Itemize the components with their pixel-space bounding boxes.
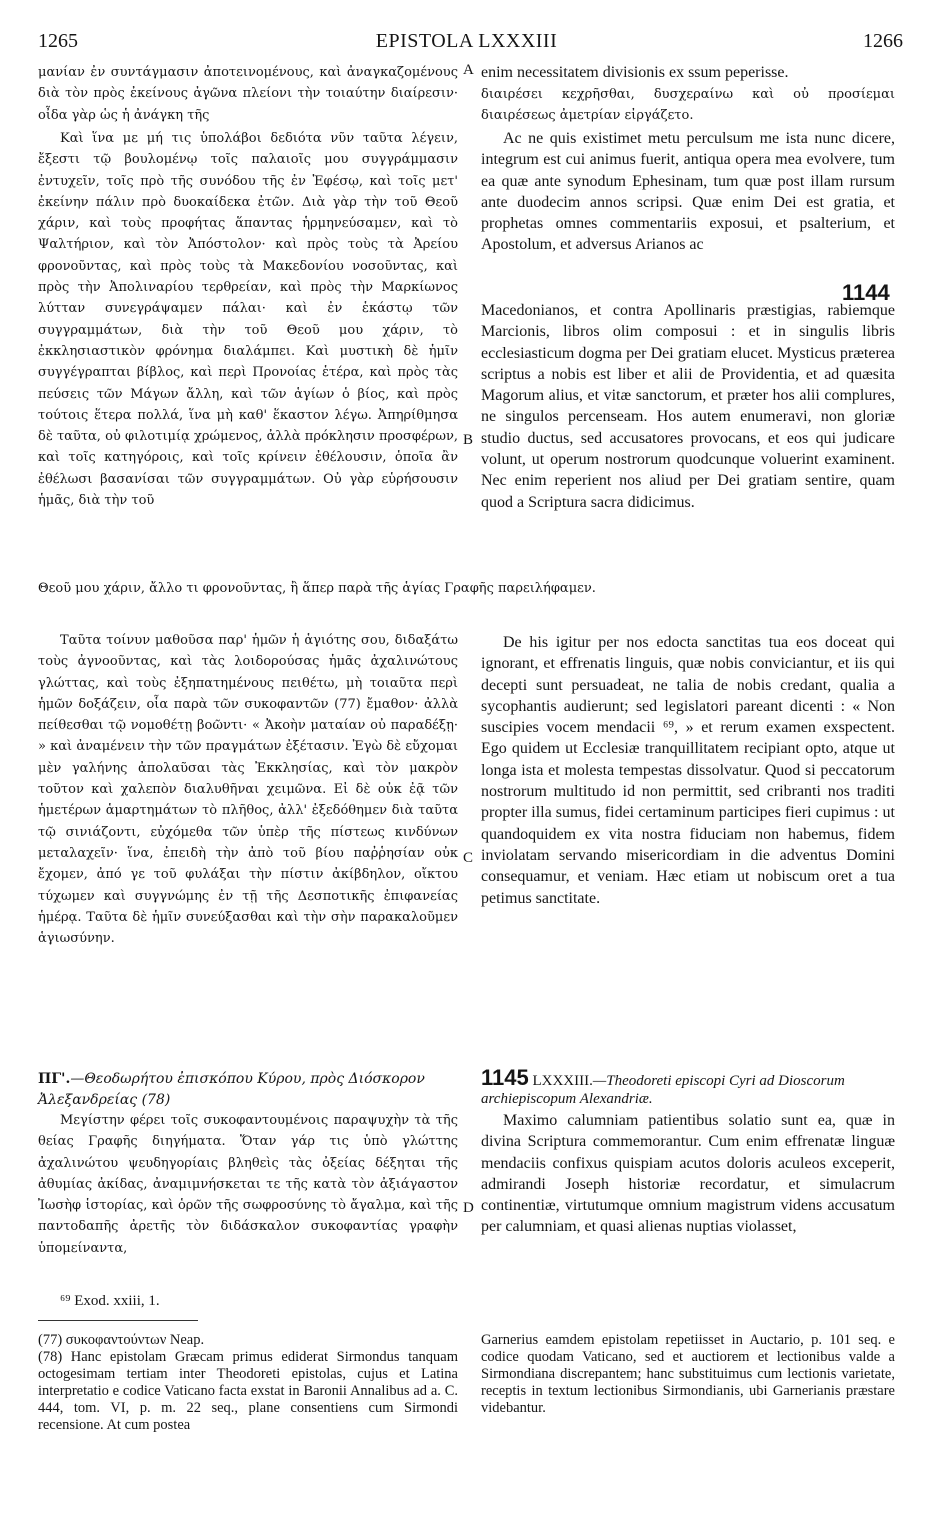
margin-letter-c: C: [463, 850, 474, 866]
footnote-78-continued: Garnerius eamdem epistolam repetiisset in Auctario, p. 101 seq. e codice quodam Vaticano, sed et auctiorem et lectionibus valde a Sirmondiana discrepantem; hanc substituimus cum lectionis varietate, receptis in textum lectionibus Sirmondianis, ubi Garnerianis præstare videbantur.: [481, 1332, 895, 1416]
footnote-divider: [38, 1320, 198, 1321]
footnote-77: (77) συκοφαντούντων Neap.: [38, 1332, 205, 1348]
cross-top-text: διαιρέσει κεχρῆσθαι, δυσχεραίνω καὶ οὐ προσίεμαι διαιρέσεως ἀμετρίαν εἰργάζετο.: [481, 87, 895, 124]
latin-top-lines: [481, 62, 895, 84]
greek-top-text: μανίαν ἐν συντάγμασιν ἀποτεινομένους, καὶ ἀναγκαζομένους διὰ τὸν πρὸς ἐκείνους ἀγῶνα πλείονι τὴν τοιαύτην διαίρεσιν· οἶδα γὰρ ὡς ἡ ἀνάγκη τῆς: [38, 65, 458, 123]
footnotes-right: [481, 1332, 895, 1417]
latin-p1b-text: Macedonianos, et contra Apollinaris præstigias, rabiemque Marcionis, libros olim composui : et in singulis libris ecclesiasticum dogma per Dei gratiam elucet. Mysticus præterea scriptus a nobis est liber et alii de Providentia, et ad quæsita Magorum alius, et vitæ sanctorum, et præter hos alii complures, ne singulos percenseam. Hos autem enumeravi, non gloriæ studio ductus, sed accusatores provocans, et eos qui judicare volunt, ut operum nostrorum quodcunque voluerint examinent. Nec enim reperient nos aliud per Dei gratiam sentire, quam quod a Scriptura sacra didicimus.: [481, 302, 895, 511]
greek-title-number: ΠΓ'.: [38, 1071, 71, 1087]
scripture-reference-note: ⁶⁹ Exod. xxiii, 1.: [60, 1293, 160, 1309]
greek-title-text: —Θεοδωρήτου ἐπισκόπου Κύρου, πρὸς Διόσκορον Ἀλεξανδρείας (78): [38, 1071, 425, 1108]
footnotes-left: [38, 1332, 458, 1434]
latin-p3-text: Maximo calumniam patientibus solatio sunt ea, quæ in divina Scriptura commemorantur. Cum enim effrenatæ linguæ mendaciis confixus quispiam acutos doloris aculeos exceperit, admirandi Joseph historiæ recordatur, et simulacrum continentiæ, virtutumque omnium magistrum videns accusatum per calumniam, et quasi alienas nuptias violasset,: [481, 1112, 895, 1236]
column-number-1144: 1144: [842, 280, 890, 305]
latin-p1-text: Ac ne quis existimet metu perculsum me ista nunc dicere, integrum est cui animus fuerit, antiqua opera mea evolvere, tum ea quæ ante synodum Ephesinam, tum quæ post illam rursum ante duodecim annos scripsi. Quæ enim Dei est gratia, et prophetas omnes commentariis exposui, et psalterium, et Apostolum, et adversus Arianos ac: [481, 130, 895, 254]
cross-column-middle: [38, 578, 898, 622]
margin-letter-b: B: [463, 432, 474, 448]
running-title: EPISTOLA LXXXIII: [375, 30, 558, 52]
margin-letter-d: D: [463, 1200, 474, 1216]
greek-letter-title: [38, 1069, 458, 1111]
latin-paragraph-1b: [481, 300, 895, 588]
greek-paragraph-3: [38, 1110, 458, 1285]
latin-letter-title: [481, 1065, 895, 1108]
greek-paragraph-2: [38, 630, 458, 1060]
page-header: [0, 30, 933, 58]
column-number-1145: 1145: [481, 1065, 529, 1090]
latin-paragraph-3: [481, 1110, 895, 1285]
greek-p1-text: Καὶ ἵνα με μή τις ὑπολάβοι δεδιότα νῦν ταῦτα λέγειν, ἔξεστι τῷ βουλομένῳ τοῖς παλαιοῖς μου συγγράμμασιν ἐντυχεῖν, τοῖς πρὸ τῆς συνόδου τῆς ἐν Ἐφέσῳ, καὶ τοῖς μετ' ἐκείνην πάλιν πρὸ δυοκαίδεκα ἐτῶν. Διὰ γὰρ τὴν τοῦ Θεοῦ χάριν, καὶ τοὺς προφήτας ἅπαντας ἡρμηνεύσαμεν, καὶ τὸ Ψαλτήριον, καὶ τὸν Ἀπόστολον· καὶ πρὸς τοὺς τὰ Ἀρείου φρονοῦντας, καὶ πρὸς τοὺς τὰ Μακεδονίου νοσοῦντας, καὶ πρὸς τὴν Ἀπολιναρίου τερθρείαν, καὶ πρὸς τὴν Μαρκίωνος λύτταν συνεγράψαμεν πάλαι· καὶ ἐν ἑκάστῳ τῶν συγγραμμάτων, διὰ τὴν τοῦ Θεοῦ μου χάριν, τὸ ἐκκλησιαστικὸν φρόνημα διαλάμπει. Καὶ μυστικὴ δὲ ἡμῖν συγγέγραπται βίβλος, καὶ περὶ Προνοίας ἑτέρα, καὶ πρὸς τὰς πεύσεις τῶν Μάγων ἄλλη, καὶ τῶν ἁγίων ὁ βίος, καὶ πρὸς τούτοις ἕτερα πολλά, ἵνα μὴ καθ' ἕκαστον λέγω. Ἀπηρίθμησα δὲ ταῦτα, οὐ φιλοτιμίᾳ χρώμενος, ἀλλὰ πρόκλησιν προσφέρων, καὶ τοῖς κατηγόροις, καὶ τοῖς κρίνειν ἐθέλουσιν, ὁποῖα ἂν ἐθέλωσι βασανίσαι τῶν συγγραμμάτων. Οὐ γὰρ εὑρήσουσιν ἡμᾶς, διὰ τὴν τοῦ: [38, 131, 458, 509]
latin-paragraph-2: [481, 632, 895, 1042]
greek-p2-text: Ταῦτα τοίνυν μαθοῦσα παρ' ἡμῶν ἡ ἁγιότης σου, διδαξάτω τοὺς ἀγνοοῦντας, καὶ τὰς λοιδορούσας ἡμᾶς ἀχαλινώτους γλώττας, καὶ τοὺς ἐξηπατημένους πειθέτω, μὴ τοιαῦτα περὶ ἡμῶν δοξάζειν, οἷα παρὰ τῶν συκοφαντῶν (77) ἔμαθον· ἀλλὰ πείθεσθαι τῷ νομοθέτῃ βοῶντι· « Ἀκοὴν ματαίαν οὐ παραδέξῃ· » καὶ ἀναμένειν τὴν τῶν πραγμάτων ἐξέτασιν. Ἐγὼ δὲ εὔχομαι μὲν γαλήνης ἀπολαῦσαι τὰς Ἐκκλησίας, καὶ τὸν μακρὸν τοῦτον καὶ χαλεπὸν διαλυθῆναι χειμῶνα. Εἰ δὲ οὐκ ἐᾷ τῶν ἡμετέρων ἁμαρτημάτων τὸ πλῆθος, ἀλλ' ἐξεδόθημεν διὰ ταῦτα τῷ σινιάζοντι, εὐχόμεθα τῶν ὑπὲρ τῆς πίστεως κινδύνων μεταλαχεῖν· ἵνα, ἐπειδὴ τὴν ἀπὸ τοῦ βίου παῤῥησίαν οὐκ ἔχομεν, ἀπό γε τοῦ φυλάξαι τὴν πίστιν ἀκίβδηλον, οἴκτου τύχωμεν καὶ συγγνώμης ἐν τῇ τῆς Δεσποτικῆς ἐπιφανείας ἡμέρᾳ. Ταῦτα δὲ ἡμῖν συνεύξασθαι καὶ τὴν σὴν παρακαλοῦμεν ἁγιωσύνην.: [38, 633, 458, 947]
margin-letter-a: A: [463, 62, 474, 78]
cross-mid-text: Θεοῦ μου χάριν, ἄλλο τι φρονοῦντας, ἢ ἅπερ παρὰ τῆς ἁγίας Γραφῆς παρειλήφαμεν.: [38, 581, 596, 596]
greek-top-lines: [38, 62, 458, 126]
greek-p3-text: Μεγίστην φέρει τοῖς συκοφαντουμένοις παραψυχὴν τὰ τῆς θείας Γραφῆς διηγήματα. Ὅταν γάρ τις ὑπὸ γλώττης ἀχαλινώτου ψευδηγορίαις βληθεὶς τὰς ὀξείας δέξηται τῆς ἀθυμίας ἀκίδας, ἀναμιμνήσκεται τε τῆς κατὰ τὸν ἀξιάγαστον Ἰωσὴφ ἱστορίας, καὶ ὁρῶν τῆς σωφροσύνης τὸ ἄγαλμα, καὶ τῆς παντοδαπῆς ἀρετῆς τὸν διδάσκαλον συκοφαντίας γραφὴν ὑπομείναντα,: [38, 1113, 458, 1256]
right-page-number: 1266: [863, 30, 903, 52]
left-page-number: 1265: [38, 30, 78, 52]
latin-top-text: enim necessitatem divisionis ex ssum peperisse.: [481, 64, 789, 81]
footnote-78: (78) Hanc epistolam Græcam primus ediderat Sirmondus tanquam octogesimam tertiam inter Theodoreti epistolas, cujus et Latina interpretatio e codice Vaticano facta exstat in Baronii Annalibus ad a. C. 444, tom. VI, p. m. 22 seq., plane consentiens cum Sirmondi recensione. At cum postea: [38, 1349, 458, 1433]
latin-paragraph-1a: [481, 128, 895, 298]
cross-top-lines: [481, 84, 895, 128]
latin-p2-text: De his igitur per nos edocta sanctitas tua eos doceat qui ignorant, et effrenatis linguis, quæ nobis conviciantur, et iis qui decepti sunt persuadeat, ne talia de nobis credant, qualia a sycophantis audierunt; sed legislatori pareant dicenti : « Non suscipies vocem mendacii ⁶⁹, » et rerum examen exspectent. Ego quidem ut Ecclesiæ tranquillitatem recipiant opto, atque ut longa ista et molesta tempestas dissolvatur. Quod si peccatorum nostrorum multitudo id non permittit, sed cribranti nos traditi propter illa sumus, fidei certaminum participes fieri cupimus : ut quandoquidem ex vita nostra fiduciam non habemus, fidem inviolatam servando misericordiam in die adventus Domini consequamur, et veniam. Hæc etiam ut nobiscum oret a tua petimus sanctitate.: [481, 634, 895, 907]
latin-title-text: —Theodoreti episcopi Cyri ad Dioscorum archiepiscopum Alexandriæ.: [481, 1073, 845, 1107]
greek-paragraph-1: [38, 128, 458, 576]
latin-title-number: LXXXIII.: [532, 1073, 593, 1089]
